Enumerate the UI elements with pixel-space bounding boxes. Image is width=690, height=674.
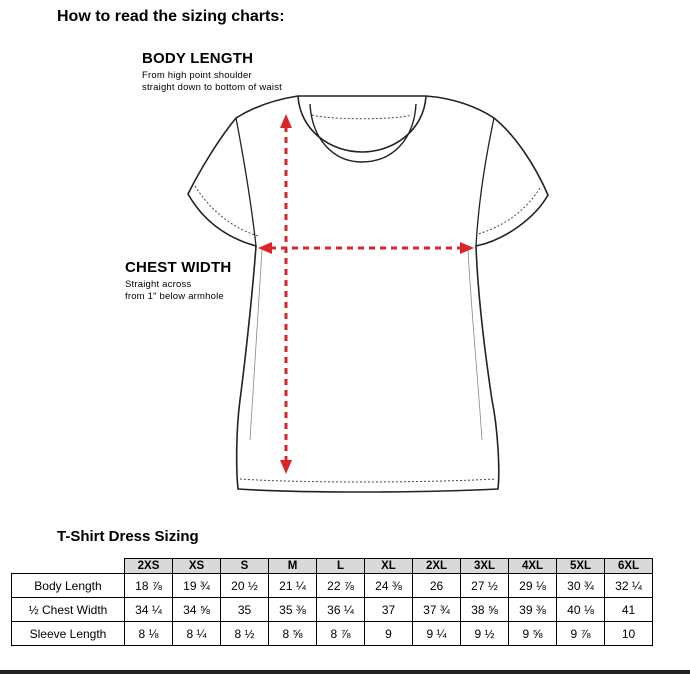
table-cell: 20 ½ [221,574,269,598]
table-cell: 24 ⅜ [365,574,413,598]
table-cell: 9 ½ [461,622,509,646]
table-cell: 26 [413,574,461,598]
table-cell: 19 ¾ [173,574,221,598]
table-cell: 37 [365,598,413,622]
col-header: S [221,559,269,574]
table-cell: 10 [605,622,653,646]
table-cell: 39 ⅜ [509,598,557,622]
row-label: ½ Chest Width [12,598,125,622]
table-row [12,574,653,598]
table-title: T-Shirt Dress Sizing [57,528,199,545]
table-row [12,598,653,622]
col-header: 5XL [557,559,605,574]
table-cell: 40 ⅛ [557,598,605,622]
col-header: 2XL [413,559,461,574]
table-cell: 27 ½ [461,574,509,598]
table-cell: 22 ⅞ [317,574,365,598]
table-cell: 21 ¼ [269,574,317,598]
body-length-description: From high point shoulder straight down to bottom of waist [142,70,282,93]
table-cell: 8 ⅞ [317,622,365,646]
table-cell: 18 ⅞ [125,574,173,598]
table-cell: 8 ½ [221,622,269,646]
chest-width-heading: CHEST WIDTH [125,259,232,276]
table-cell: 9 ⅞ [557,622,605,646]
col-header: 3XL [461,559,509,574]
table-cell: 35 [221,598,269,622]
col-header: 4XL [509,559,557,574]
bottom-divider [0,670,690,674]
sizing-table [11,558,653,646]
body-length-heading: BODY LENGTH [142,50,254,67]
table-cell: 30 ¾ [557,574,605,598]
table-cell: 35 ⅜ [269,598,317,622]
row-label: Sleeve Length [12,622,125,646]
table-cell: 36 ¼ [317,598,365,622]
table-header-row [12,559,653,574]
table-cell: 8 ¼ [173,622,221,646]
col-header: 6XL [605,559,653,574]
table-cell: 38 ⅝ [461,598,509,622]
table-header-blank [12,559,125,574]
table-cell: 41 [605,598,653,622]
table-cell: 34 ⅝ [173,598,221,622]
col-header: M [269,559,317,574]
table-row [12,622,653,646]
table-cell: 9 ⅝ [509,622,557,646]
col-header: L [317,559,365,574]
table-cell: 32 ¼ [605,574,653,598]
col-header: XL [365,559,413,574]
table-cell: 9 ¼ [413,622,461,646]
row-label: Body Length [12,574,125,598]
chest-width-description: Straight across from 1" below armhole [125,279,224,302]
col-header: 2XS [125,559,173,574]
tshirt-outline [188,96,548,492]
table-cell: 34 ¼ [125,598,173,622]
table-cell: 9 [365,622,413,646]
table-cell: 8 ⅛ [125,622,173,646]
table-cell: 37 ¾ [413,598,461,622]
table-cell: 8 ⅝ [269,622,317,646]
table-cell: 29 ⅛ [509,574,557,598]
page-title: How to read the sizing charts: [57,8,285,25]
col-header: XS [173,559,221,574]
